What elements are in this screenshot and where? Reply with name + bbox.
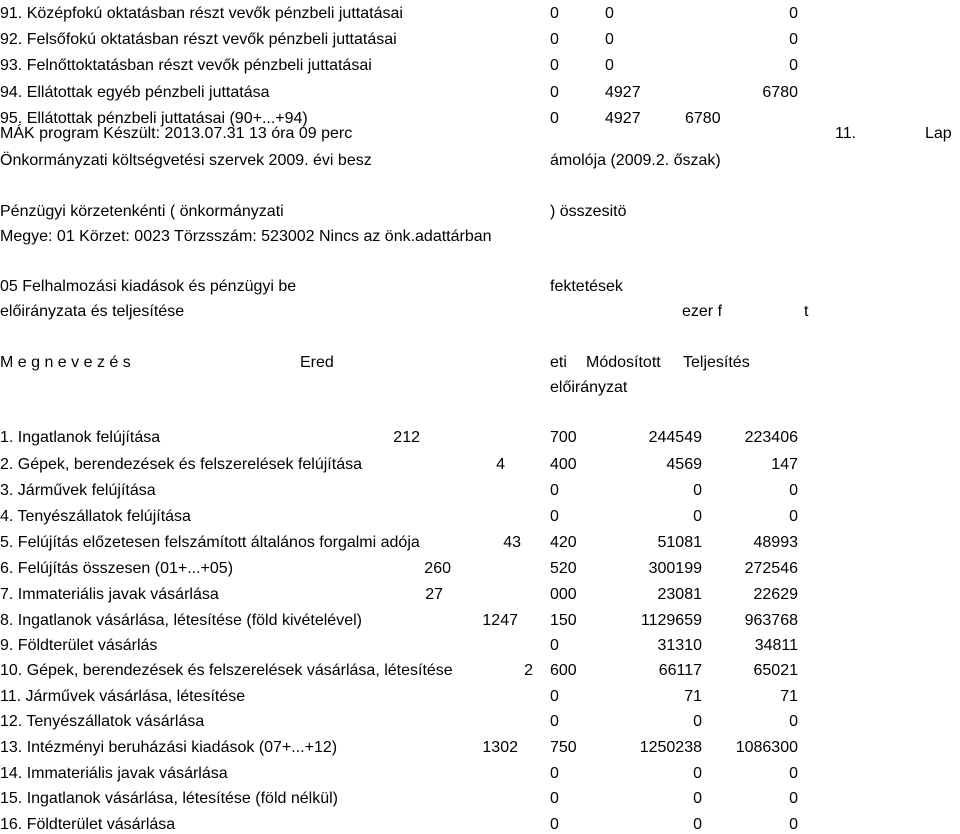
table-row-eredeti-tail: 400	[550, 456, 577, 473]
table-row-modositott: 300199	[648, 560, 702, 577]
table-row-teljesites: 223406	[744, 429, 798, 446]
table-row-modositott: 71	[684, 688, 702, 705]
table-row-teljesites: 1086300	[735, 739, 798, 756]
report-title-right: ámolója (2009.2. őszak)	[550, 152, 721, 169]
table-row-modositott: 0	[693, 816, 702, 833]
table-row-modositott: 0	[693, 482, 702, 499]
unit-label-left: ezer f	[682, 303, 723, 320]
table-row-modositott: 66117	[658, 662, 702, 679]
mak-program-line: MÁK program Készült: 2013.07.31 13 óra 09 perc	[0, 125, 353, 142]
table-row-eredeti-tail: 0	[550, 508, 559, 525]
section-subtitle: előirányzata és teljesítése	[0, 303, 185, 320]
table-row-teljesites: 0	[789, 508, 798, 525]
top-row-value-2: 0	[605, 31, 614, 48]
table-row-teljesites: 34811	[754, 637, 798, 654]
table-row-eredeti-part: 212	[393, 429, 420, 446]
top-row-value-3: 6780	[762, 84, 798, 101]
table-row-teljesites: 71	[780, 688, 798, 705]
table-row-label: 1. Ingatlanok felújítása	[0, 429, 161, 446]
table-row-modositott: 31310	[657, 637, 702, 654]
top-row-value-2: 0	[605, 5, 614, 22]
table-row-label: 9. Földterület vásárlás	[0, 637, 158, 654]
table-row-label: 13. Intézményi beruházási kiadások (07+...+12)	[0, 739, 338, 756]
top-row-value-1: 0	[550, 5, 559, 22]
table-row-modositott: 23081	[657, 586, 702, 603]
top-row-label: 94. Ellátottak egyéb pénzbeli juttatása	[0, 84, 270, 101]
top-row-label: 95. Ellátottak pénzbeli juttatásai (90+...+94)	[0, 110, 308, 127]
top-row-value-3: 0	[789, 57, 798, 74]
column-header-modositott: Módosított	[586, 354, 661, 371]
table-row-teljesites: 0	[789, 482, 798, 499]
table-row-eredeti-tail: 0	[550, 713, 559, 730]
district-title-left: Pénzügyi körzetenkénti ( önkormányzati	[0, 203, 284, 220]
table-row-eredeti-tail: 520	[550, 560, 577, 577]
table-row-label: 8. Ingatlanok vásárlása, létesítése (föld kivételével)	[0, 612, 362, 629]
table-row-modositott: 0	[693, 508, 702, 525]
section-title-right: fektetések	[550, 278, 623, 295]
top-row-label: 92. Felsőfokú oktatásban részt vevők pénzbeli juttatásai	[0, 31, 397, 48]
table-row-eredeti-tail: 000	[550, 586, 577, 603]
table-row-teljesites: 147	[771, 456, 798, 473]
table-row-eredeti-part: 1302	[482, 739, 518, 756]
table-row-eredeti-tail: 750	[550, 739, 577, 756]
table-row-label: 5. Felújítás előzetesen felszámított általános forgalmi adója	[0, 534, 420, 551]
table-row-modositott: 0	[693, 765, 702, 782]
table-row-teljesites: 0	[789, 816, 798, 833]
column-header-name: M e g n e v e z é s	[0, 354, 131, 371]
top-row-value-1: 0	[550, 57, 559, 74]
table-row-eredeti-tail: 0	[550, 816, 559, 833]
table-row-label: 16. Földterület vásárlása	[0, 816, 176, 833]
megye-line: Megye: 01 Körzet: 0023 Törzsszám: 523002 Nincs az önk.adattárban	[0, 228, 492, 245]
table-row-label: 2. Gépek, berendezések és felszerelések felújítása	[0, 456, 362, 473]
table-row-teljesites: 65021	[753, 662, 798, 679]
table-row-label: 12. Tenyészállatok vásárlása	[0, 713, 205, 730]
table-row-eredeti-part: 43	[503, 534, 521, 551]
table-row-eredeti-tail: 600	[550, 662, 577, 679]
page-number: 11.	[835, 125, 857, 142]
table-row-modositott: 51081	[657, 534, 702, 551]
table-row-teljesites: 0	[789, 790, 798, 807]
district-title-right: ) összesitö	[550, 203, 627, 220]
table-row-eredeti-tail: 0	[550, 790, 559, 807]
table-row-eredeti-tail: 420	[550, 534, 577, 551]
top-row-value-3: 6780	[685, 110, 721, 127]
column-header-teljesites: Teljesítés	[683, 354, 750, 371]
top-row-value-1: 0	[550, 31, 559, 48]
table-row-teljesites: 48993	[753, 534, 798, 551]
table-row-teljesites: 272546	[744, 560, 798, 577]
top-row-value-2: 4927	[605, 84, 641, 101]
top-row-value-3: 0	[789, 31, 798, 48]
table-row-modositott: 1129659	[640, 612, 702, 629]
table-row-eredeti-part: 1247	[482, 612, 518, 629]
table-row-teljesites: 0	[789, 713, 798, 730]
table-row-eredeti-tail: 700	[550, 429, 577, 446]
table-row-label: 10. Gépek, berendezések és felszerelések vásárlása, létesítése	[0, 662, 453, 679]
table-row-teljesites: 0	[789, 765, 798, 782]
page-label: Lap	[925, 125, 952, 142]
top-row-value-2: 4927	[605, 110, 641, 127]
table-row-eredeti-part: 2	[524, 662, 533, 679]
table-row-eredeti-tail: 0	[550, 637, 559, 654]
table-row-eredeti-part: 260	[424, 560, 451, 577]
report-title-left: Önkormányzati költségvetési szervek 2009. évi besz	[0, 152, 372, 169]
table-row-label: 3. Járművek felújítása	[0, 482, 156, 499]
unit-label-right: t	[804, 303, 809, 320]
table-row-label: 4. Tenyészállatok felújítása	[0, 508, 191, 525]
table-row-modositott: 1250238	[639, 739, 702, 756]
section-title-left: 05 Felhalmozási kiadások és pénzügyi be	[0, 278, 297, 295]
table-row-teljesites: 22629	[753, 586, 798, 603]
column-header-eti: eti	[550, 354, 567, 371]
table-row-modositott: 0	[693, 713, 702, 730]
table-row-teljesites: 963768	[744, 612, 798, 629]
column-header-eloiranyzat: előirányzat	[550, 379, 628, 396]
table-row-label: 6. Felújítás összesen (01+...+05)	[0, 560, 234, 577]
table-row-modositott: 4569	[666, 456, 702, 473]
column-header-ered: Ered	[300, 354, 334, 371]
top-row-value-1: 0	[550, 110, 559, 127]
table-row-eredeti-tail: 150	[550, 612, 577, 629]
table-row-eredeti-tail: 0	[550, 688, 559, 705]
table-row-eredeti-part: 4	[496, 456, 505, 473]
table-row-label: 15. Ingatlanok vásárlása, létesítése (föld nélkül)	[0, 790, 338, 807]
top-row-value-1: 0	[550, 84, 559, 101]
top-row-label: 93. Felnőttoktatásban részt vevők pénzbeli juttatásai	[0, 57, 372, 74]
table-row-modositott: 244549	[648, 429, 702, 446]
table-row-label: 11. Járművek vásárlása, létesítése	[0, 688, 246, 705]
table-row-eredeti-part: 27	[425, 586, 443, 603]
table-row-modositott: 0	[693, 790, 702, 807]
top-row-label: 91. Középfokú oktatásban részt vevők pénzbeli juttatásai	[0, 5, 403, 22]
table-row-label: 7. Immateriális javak vásárlása	[0, 586, 219, 603]
table-row-label: 14. Immateriális javak vásárlása	[0, 765, 228, 782]
top-row-value-2: 0	[605, 57, 614, 74]
top-row-value-3: 0	[789, 5, 798, 22]
table-row-eredeti-tail: 0	[550, 482, 559, 499]
table-row-eredeti-tail: 0	[550, 765, 559, 782]
